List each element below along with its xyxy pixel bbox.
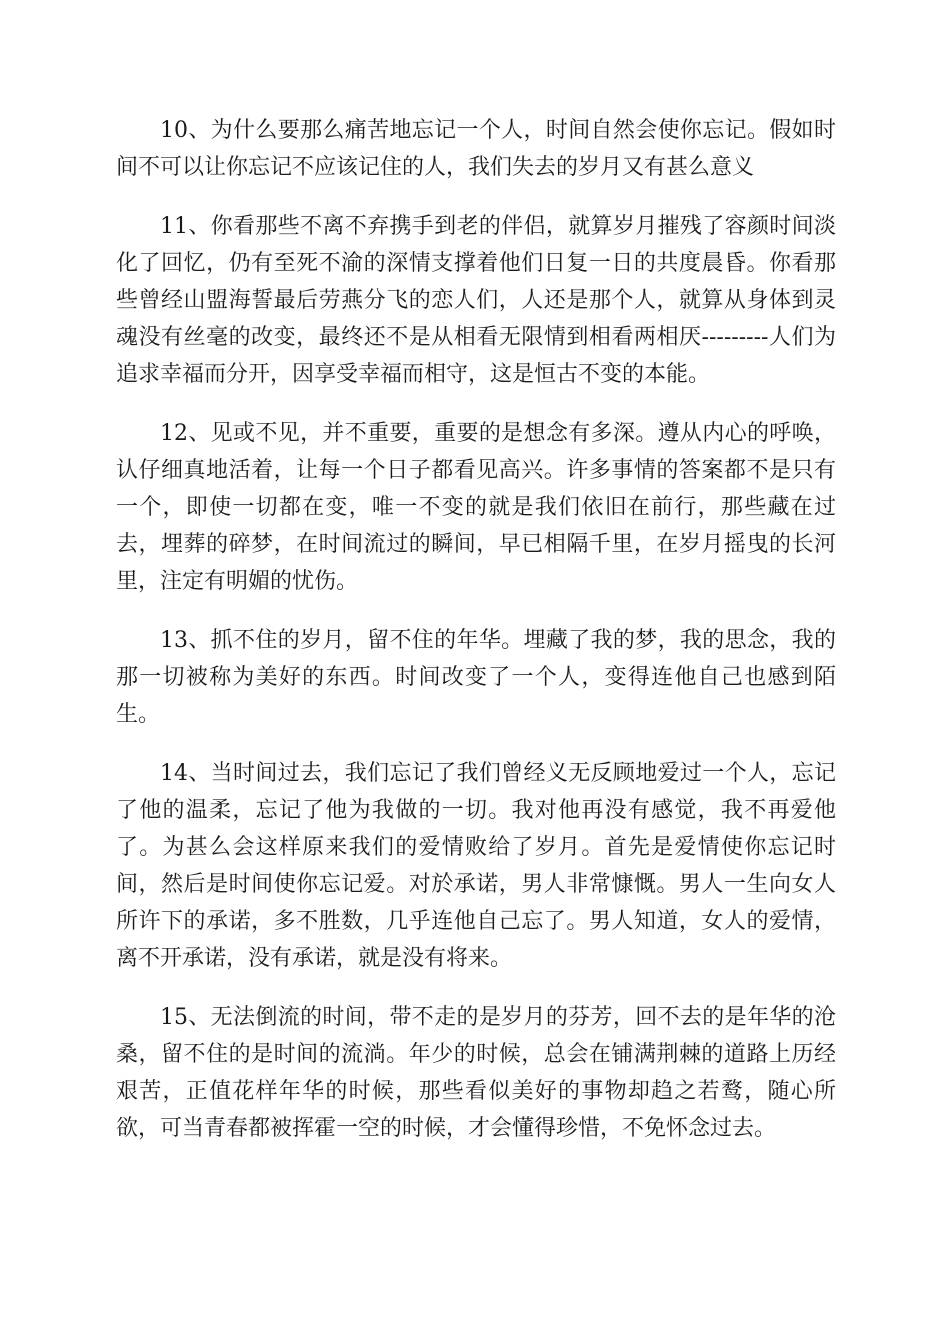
document-body	[116, 112, 836, 1169]
paragraph-15: 15、无法倒流的时间，带不走的是岁月的芬芳，回不去的是年华的沧桑，留不住的是时间的流淌。年少的时候，总会在铺满荆棘的道路上历经艰苦，正值花样年华的时候，那些看似美好的事物却趋之若鹜，随心所欲，可当青春都被挥霍一空的时候，才会懂得珍惜，不免怀念过去。	[116, 1005, 836, 1141]
paragraph-12: 12、见或不见，并不重要，重要的是想念有多深。遵从内心的呼唤，认仔细真地活着，让每一个日子都看见高兴。许多事情的答案都不是只有一个，即使一切都在变，唯一不变的就是我们依旧在前行，那些藏在过去，埋葬的碎梦，在时间流过的瞬间，早已相隔千里，在岁月摇曳的长河里，注定有明媚的忧伤。	[116, 421, 836, 594]
paragraph-10: 10、为什么要那么痛苦地忘记一个人，时间自然会使你忘记。假如时间不可以让你忘记不应该记住的人，我们失去的岁月又有甚么意义	[116, 118, 836, 180]
paragraph-14: 14、当时间过去，我们忘记了我们曾经义无反顾地爱过一个人，忘记了他的温柔，忘记了他为我做的一切。我对他再没有感觉，我不再爱他了。为甚么会这样原来我们的爱情败给了岁月。首先是爱情使你忘记时间，然后是时间使你忘记爱。对於承诺，男人非常慷慨。男人一生向女人所许下的承诺，多不胜数，几乎连他自己忘了。男人知道，女人的爱情，离不开承诺，没有承诺，就是没有将来。	[116, 761, 836, 971]
paragraph-13: 13、抓不住的岁月，留不住的年华。埋藏了我的梦，我的思念，我的那一切被称为美好的东西。时间改变了一个人，变得连他自己也感到陌生。	[116, 628, 836, 727]
paragraph-11: 11、你看那些不离不弃携手到老的伴侣，就算岁月摧残了容颜时间淡化了回忆，仍有至死不渝的深情支撑着他们日复一日的共度晨昏。你看那些曾经山盟海誓最后劳燕分飞的恋人们，人还是那个人，就算从身体到灵魂没有丝毫的改变，最终还不是从相看无限情到相看两相厌---------人们为追求幸福而分开，因享受幸福而相守，这是恒古不变的本能。	[116, 214, 836, 387]
